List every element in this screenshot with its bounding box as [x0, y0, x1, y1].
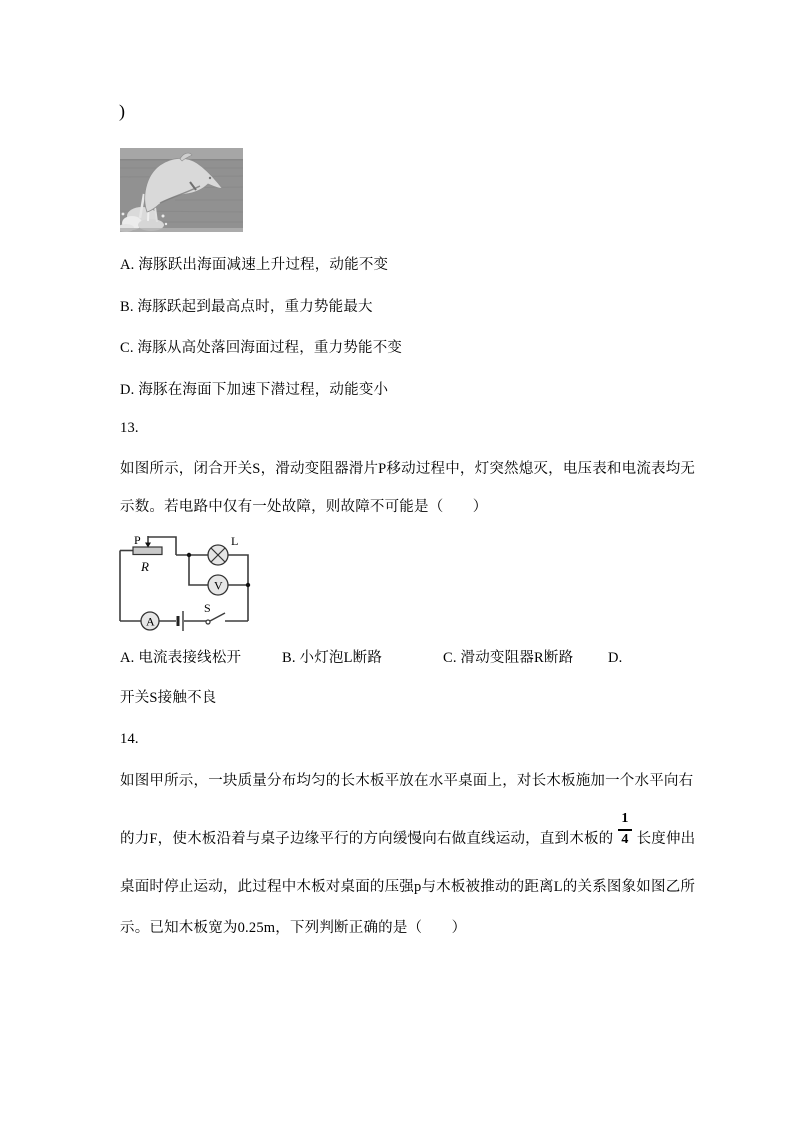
q12-option-d: D. 海豚在海面下加速下潜过程，动能变小 [120, 382, 389, 398]
q13-option-b: B. 小灯泡L断路 [282, 650, 383, 666]
q14-stem-line4: 示。已知木板宽为0.25m，下列判断正确的是（ ） [120, 920, 467, 936]
q14-stem-line1: 如图甲所示，一块质量分布均匀的长木板平放在水平桌面上，对长木板施加一个水平向右 [120, 773, 694, 789]
lamp-icon [208, 545, 228, 565]
q14-stem-line2-before: 的力F，使木板沿着与桌子边缘平行的方向缓慢向右做直线运动，直到木板的 [120, 831, 614, 847]
q13-stem-line2: 示数。若电路中仅有一处故障，则故障不可能是（ ） [120, 499, 488, 515]
q13-options-row [120, 650, 680, 668]
q14-stem-line2 [120, 812, 695, 848]
q12-option-c: C. 海豚从高处落回海面过程，重力势能不变 [120, 340, 403, 356]
q13-number: 13. [120, 420, 139, 436]
q13-option-d: D. [608, 650, 623, 666]
q13-circuit-figure [112, 532, 262, 647]
battery-icon [178, 611, 183, 631]
foreground-foam [120, 228, 243, 232]
ammeter-label: A [146, 614, 155, 629]
q13-option-a: A. 电流表接线松开 [120, 650, 242, 666]
q13-stem-line1: 如图所示，闭合开关S，滑动变阻器滑片P移动过程中，灯突然熄灭，电压表和电流表均无 [120, 461, 696, 477]
q13-option-d-continuation: 开关S接触不良 [120, 690, 217, 706]
one-quarter-fraction [618, 812, 631, 847]
rheostat-label: R [141, 559, 149, 574]
q12-option-a: A. 海豚跃出海面减速上升过程，动能不变 [120, 257, 389, 273]
q14-stem-line2-after: 长度伸出 [636, 831, 696, 847]
dolphin-photo [120, 148, 243, 232]
circuit-diagram [112, 532, 262, 647]
fraction-denominator: 4 [621, 832, 629, 847]
question12-paren: ) [119, 101, 125, 121]
switch-label: S [204, 601, 211, 615]
q12-option-b: B. 海豚跃起到最高点时，重力势能最大 [120, 299, 373, 315]
q13-option-c: C. 滑动变阻器R断路 [443, 650, 574, 666]
slider-label: P [134, 533, 141, 547]
dolphin-illustration [120, 148, 243, 232]
q14-number: 14. [120, 731, 139, 747]
fraction-numerator: 1 [618, 812, 631, 831]
lamp-label: L [231, 534, 239, 548]
voltmeter-label: V [214, 578, 223, 593]
q14-stem-line3: 桌面时停止运动，此过程中木板对桌面的压强p与木板被推动的距离L的关系图象如图乙所 [120, 879, 696, 895]
